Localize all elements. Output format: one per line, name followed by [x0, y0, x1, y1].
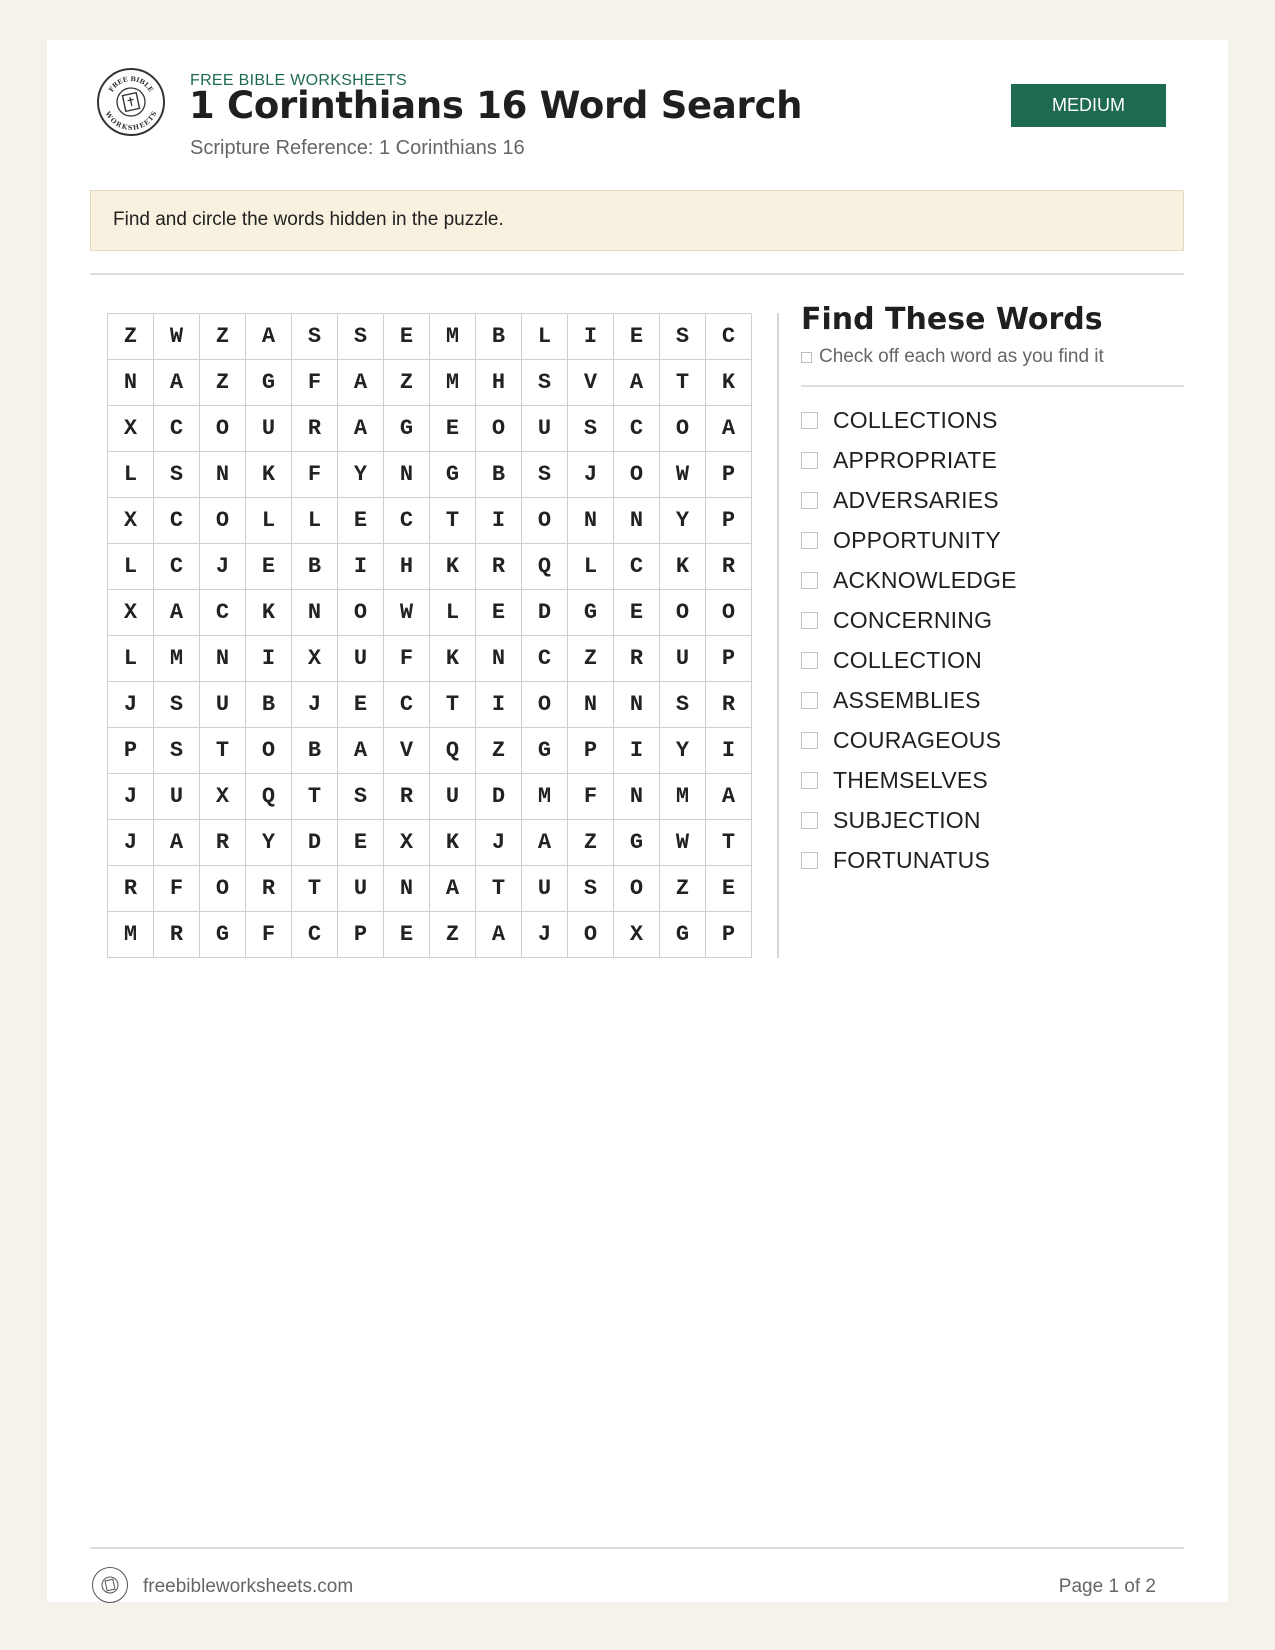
grid-cell[interactable]: F [154, 866, 200, 912]
grid-cell[interactable]: H [476, 360, 522, 406]
grid-row [108, 406, 752, 452]
grid-cell[interactable]: R [292, 406, 338, 452]
grid-cell[interactable]: I [338, 544, 384, 590]
grid-cell[interactable]: U [200, 682, 246, 728]
grid-cell[interactable]: C [154, 498, 200, 544]
grid-cell[interactable]: N [614, 774, 660, 820]
brand-name: FREE BIBLE WORKSHEETS [190, 72, 408, 89]
checkbox-empty-icon[interactable] [801, 572, 818, 589]
grid-cell[interactable]: C [522, 636, 568, 682]
grid-cell[interactable]: C [154, 406, 200, 452]
grid-cell[interactable]: O [476, 406, 522, 452]
grid-cell[interactable]: S [338, 774, 384, 820]
grid-cell[interactable]: R [384, 774, 430, 820]
grid-cell[interactable]: O [614, 866, 660, 912]
grid-cell[interactable]: R [108, 866, 154, 912]
grid-cell[interactable]: P [568, 728, 614, 774]
grid-cell[interactable]: L [292, 498, 338, 544]
word-list-title: Find These Words [801, 302, 1103, 337]
grid-cell[interactable]: E [706, 866, 752, 912]
grid-cell[interactable]: Z [568, 636, 614, 682]
grid-cell[interactable]: B [292, 728, 338, 774]
grid-cell[interactable]: X [384, 820, 430, 866]
grid-cell[interactable]: K [660, 544, 706, 590]
grid-cell[interactable]: C [614, 406, 660, 452]
grid-cell[interactable]: K [430, 544, 476, 590]
grid-cell[interactable]: X [200, 774, 246, 820]
grid-cell[interactable]: P [706, 498, 752, 544]
grid-cell[interactable]: T [430, 498, 476, 544]
grid-cell[interactable]: Z [430, 912, 476, 958]
grid-cell[interactable]: O [660, 406, 706, 452]
grid-cell[interactable]: A [338, 728, 384, 774]
grid-cell[interactable]: Z [384, 360, 430, 406]
grid-cell[interactable]: N [292, 590, 338, 636]
grid-cell[interactable]: N [614, 682, 660, 728]
grid-cell[interactable]: C [292, 912, 338, 958]
word-label: COLLECTIONS [833, 406, 998, 433]
word-label: ADVERSARIES [833, 486, 999, 513]
grid-cell[interactable]: R [154, 912, 200, 958]
grid-cell[interactable]: U [338, 866, 384, 912]
grid-cell[interactable]: N [384, 866, 430, 912]
grid-cell[interactable]: Q [522, 544, 568, 590]
word-list-divider [801, 385, 1184, 387]
grid-cell[interactable]: G [246, 360, 292, 406]
grid-row [108, 590, 752, 636]
grid-cell[interactable]: B [476, 452, 522, 498]
grid-cell[interactable]: L [246, 498, 292, 544]
grid-cell[interactable]: P [706, 452, 752, 498]
grid-cell[interactable]: L [522, 314, 568, 360]
word-label: COLLECTION [833, 646, 982, 673]
word-label: SUBJECTION [833, 806, 981, 833]
grid-cell[interactable]: T [476, 866, 522, 912]
word-list-hint-text: Check off each word as you find it [819, 346, 1104, 367]
grid-cell[interactable]: M [108, 912, 154, 958]
word-label: THEMSELVES [833, 766, 988, 793]
grid-cell[interactable]: O [200, 866, 246, 912]
grid-cell[interactable]: I [246, 636, 292, 682]
grid-cell[interactable]: F [568, 774, 614, 820]
word-list-item [801, 600, 1017, 640]
grid-cell[interactable]: G [384, 406, 430, 452]
grid-cell[interactable]: D [476, 774, 522, 820]
grid-cell[interactable]: C [384, 498, 430, 544]
grid-row [108, 314, 752, 360]
checkbox-empty-icon[interactable] [801, 492, 818, 509]
grid-cell[interactable]: T [200, 728, 246, 774]
grid-cell[interactable]: M [522, 774, 568, 820]
grid-cell[interactable]: J [568, 452, 614, 498]
grid-cell[interactable]: A [476, 912, 522, 958]
grid-cell[interactable]: P [338, 912, 384, 958]
grid-cell[interactable]: N [476, 636, 522, 682]
grid-cell[interactable]: T [706, 820, 752, 866]
grid-cell[interactable]: I [476, 682, 522, 728]
grid-cell[interactable]: W [154, 314, 200, 360]
word-list-item [801, 720, 1017, 760]
grid-cell[interactable]: X [108, 590, 154, 636]
grid-cell[interactable]: S [660, 682, 706, 728]
grid-cell[interactable]: I [476, 498, 522, 544]
grid-cell[interactable]: Q [246, 774, 292, 820]
grid-cell[interactable]: N [200, 636, 246, 682]
checkbox-empty-icon[interactable] [801, 852, 818, 869]
grid-cell[interactable]: E [476, 590, 522, 636]
grid-row [108, 682, 752, 728]
checkbox-empty-icon[interactable] [801, 692, 818, 709]
grid-cell[interactable]: P [706, 636, 752, 682]
word-search-grid [107, 313, 752, 958]
word-label: FORTUNATUS [833, 846, 991, 873]
grid-cell[interactable]: Q [430, 728, 476, 774]
grid-cell[interactable]: R [706, 544, 752, 590]
word-label: APPROPRIATE [833, 446, 998, 473]
grid-cell[interactable]: S [338, 314, 384, 360]
grid-cell[interactable]: P [108, 728, 154, 774]
grid-cell[interactable]: G [660, 912, 706, 958]
grid-cell[interactable]: J [200, 544, 246, 590]
grid-row [108, 360, 752, 406]
grid-cell[interactable]: J [476, 820, 522, 866]
grid-cell[interactable]: X [292, 636, 338, 682]
word-list-hint [801, 346, 1104, 368]
grid-cell[interactable]: S [568, 866, 614, 912]
checkbox-empty-icon[interactable] [801, 732, 818, 749]
grid-cell[interactable]: S [522, 360, 568, 406]
word-label: COURAGEOUS [833, 726, 1002, 753]
grid-cell[interactable]: E [614, 590, 660, 636]
grid-cell[interactable]: G [614, 820, 660, 866]
checkbox-empty-icon[interactable] [801, 772, 818, 789]
grid-cell[interactable]: O [200, 406, 246, 452]
grid-cell[interactable]: N [568, 682, 614, 728]
grid-cell[interactable]: A [614, 360, 660, 406]
grid-cell[interactable]: C [154, 544, 200, 590]
checkbox-empty-icon[interactable] [801, 532, 818, 549]
worksheet-page [47, 40, 1228, 1602]
grid-cell[interactable]: V [384, 728, 430, 774]
grid-cell[interactable]: P [706, 912, 752, 958]
checkbox-empty-icon[interactable] [801, 812, 818, 829]
grid-cell[interactable]: S [154, 452, 200, 498]
grid-row [108, 544, 752, 590]
page-title: 1 Corinthians 16 Word Search [189, 84, 803, 127]
grid-cell[interactable]: J [108, 774, 154, 820]
grid-cell[interactable]: A [154, 590, 200, 636]
word-label: ACKNOWLEDGE [833, 566, 1017, 593]
grid-cell[interactable]: B [476, 314, 522, 360]
word-list [801, 400, 1017, 880]
checkbox-empty-icon[interactable] [801, 612, 818, 629]
svg-text:FREE BIBLE [107, 75, 155, 94]
grid-cell[interactable]: E [338, 820, 384, 866]
grid-row [108, 452, 752, 498]
grid-cell[interactable]: D [522, 590, 568, 636]
word-label: CONCERNING [833, 606, 993, 633]
checkbox-empty-icon[interactable] [801, 652, 818, 669]
grid-cell[interactable]: C [706, 314, 752, 360]
grid-cell[interactable]: F [292, 452, 338, 498]
grid-cell[interactable]: E [338, 682, 384, 728]
grid-cell[interactable]: S [568, 406, 614, 452]
grid-cell[interactable]: R [476, 544, 522, 590]
grid-row [108, 636, 752, 682]
logo-text-top: FREE BIBLE [107, 74, 155, 94]
logo-text-bottom: WORKSHEETS [103, 110, 159, 132]
grid-cell[interactable]: U [522, 406, 568, 452]
grid-cell[interactable]: T [430, 682, 476, 728]
grid-cell[interactable]: A [706, 406, 752, 452]
grid-cell[interactable]: N [384, 452, 430, 498]
grid-cell[interactable]: R [706, 682, 752, 728]
grid-cell[interactable]: M [660, 774, 706, 820]
grid-cell[interactable]: U [154, 774, 200, 820]
grid-cell[interactable]: Z [660, 866, 706, 912]
grid-cell[interactable]: W [384, 590, 430, 636]
footer-logo-icon [92, 1567, 128, 1603]
grid-cell[interactable]: A [338, 406, 384, 452]
checkbox-hint-icon [801, 352, 812, 363]
footer-divider [90, 1547, 1184, 1549]
grid-cell[interactable]: G [568, 590, 614, 636]
word-label: ASSEMBLIES [833, 686, 981, 713]
grid-cell[interactable]: U [430, 774, 476, 820]
grid-cell[interactable]: A [430, 866, 476, 912]
grid-cell[interactable]: N [200, 452, 246, 498]
grid-cell[interactable]: M [430, 314, 476, 360]
grid-cell[interactable]: U [660, 636, 706, 682]
grid-cell[interactable]: E [614, 314, 660, 360]
grid-cell[interactable]: I [568, 314, 614, 360]
difficulty-badge: MEDIUM [1011, 84, 1166, 127]
instructions-text: Find and circle the words hidden in the puzzle. [113, 209, 504, 230]
grid-cell[interactable]: K [706, 360, 752, 406]
grid-cell[interactable]: D [292, 820, 338, 866]
grid-row [108, 498, 752, 544]
grid-row [108, 866, 752, 912]
grid-cell[interactable]: K [246, 452, 292, 498]
grid-cell[interactable]: A [154, 820, 200, 866]
grid-row [108, 820, 752, 866]
grid-cell[interactable]: N [108, 360, 154, 406]
grid-cell[interactable]: O [568, 912, 614, 958]
header-divider [90, 273, 1184, 275]
grid-cell[interactable]: I [614, 728, 660, 774]
grid-cell[interactable]: S [154, 728, 200, 774]
grid-cell[interactable]: S [660, 314, 706, 360]
grid-cell[interactable]: U [246, 406, 292, 452]
grid-cell[interactable]: C [384, 682, 430, 728]
grid-cell[interactable]: Z [476, 728, 522, 774]
grid-cell[interactable]: L [430, 590, 476, 636]
grid-cell[interactable]: A [522, 820, 568, 866]
grid-cell[interactable]: L [108, 452, 154, 498]
word-list-item [801, 760, 1017, 800]
grid-cell[interactable]: I [706, 728, 752, 774]
grid-cell[interactable]: U [522, 866, 568, 912]
grid-cell[interactable]: E [246, 544, 292, 590]
grid-cell[interactable]: O [246, 728, 292, 774]
grid-cell[interactable]: J [108, 820, 154, 866]
grid-cell[interactable]: E [338, 498, 384, 544]
svg-text:WORKSHEETS [103, 109, 159, 132]
grid-cell[interactable]: T [292, 774, 338, 820]
grid-cell[interactable]: R [200, 820, 246, 866]
grid-cell[interactable]: E [384, 314, 430, 360]
word-list-item [801, 560, 1017, 600]
footer-website: freebibleworksheets.com [143, 1576, 354, 1597]
grid-cell[interactable]: O [522, 682, 568, 728]
grid-cell[interactable]: F [246, 912, 292, 958]
grid-cell[interactable]: X [108, 498, 154, 544]
brand-logo-icon [97, 68, 165, 136]
grid-cell[interactable]: J [292, 682, 338, 728]
grid-cell[interactable]: F [292, 360, 338, 406]
grid-cell[interactable]: M [430, 360, 476, 406]
grid-cell[interactable]: C [200, 590, 246, 636]
grid-cell[interactable]: Y [338, 452, 384, 498]
checkbox-empty-icon[interactable] [801, 452, 818, 469]
page-number: Page 1 of 2 [1058, 1576, 1156, 1597]
grid-cell[interactable]: W [660, 820, 706, 866]
word-list-item [801, 480, 1017, 520]
grid-row [108, 912, 752, 958]
grid-cell[interactable]: Z [200, 360, 246, 406]
grid-cell[interactable]: A [246, 314, 292, 360]
grid-cell[interactable]: K [430, 636, 476, 682]
word-list-item [801, 800, 1017, 840]
grid-cell[interactable]: J [108, 682, 154, 728]
grid-cell[interactable]: O [338, 590, 384, 636]
grid-cell[interactable]: L [568, 544, 614, 590]
word-list-item [801, 440, 1017, 480]
grid-cell[interactable]: O [706, 590, 752, 636]
grid-cell[interactable]: X [108, 406, 154, 452]
grid-cell[interactable]: Y [246, 820, 292, 866]
grid-cell[interactable]: K [246, 590, 292, 636]
grid-cell[interactable]: T [660, 360, 706, 406]
grid-cell[interactable]: A [338, 360, 384, 406]
grid-cell[interactable]: U [338, 636, 384, 682]
grid-cell[interactable]: N [614, 498, 660, 544]
grid-row [108, 728, 752, 774]
grid-cell[interactable]: L [108, 636, 154, 682]
grid-cell[interactable]: Y [660, 728, 706, 774]
grid-row [108, 774, 752, 820]
grid-cell[interactable]: N [568, 498, 614, 544]
grid-cell[interactable]: B [292, 544, 338, 590]
grid-cell[interactable]: E [384, 912, 430, 958]
word-list-item [801, 680, 1017, 720]
grid-cell[interactable]: S [522, 452, 568, 498]
grid-cell[interactable]: S [154, 682, 200, 728]
grid-cell[interactable]: F [384, 636, 430, 682]
grid-cell[interactable]: R [614, 636, 660, 682]
grid-cell[interactable]: K [430, 820, 476, 866]
grid-cell[interactable]: E [430, 406, 476, 452]
word-list-item [801, 400, 1017, 440]
grid-cell[interactable]: R [246, 866, 292, 912]
column-divider [777, 313, 779, 958]
grid-cell[interactable]: H [384, 544, 430, 590]
grid-cell[interactable]: V [568, 360, 614, 406]
word-list-item [801, 840, 1017, 880]
grid-cell[interactable]: Z [108, 314, 154, 360]
grid-cell[interactable]: S [292, 314, 338, 360]
grid-cell[interactable]: A [706, 774, 752, 820]
grid-cell[interactable]: G [430, 452, 476, 498]
scripture-reference: Scripture Reference: 1 Corinthians 16 [190, 137, 525, 159]
grid-cell[interactable]: O [614, 452, 660, 498]
grid-cell[interactable]: O [522, 498, 568, 544]
grid-cell[interactable]: G [200, 912, 246, 958]
word-list-item [801, 520, 1017, 560]
grid-cell[interactable]: W [660, 452, 706, 498]
grid-cell[interactable]: Z [568, 820, 614, 866]
grid-cell[interactable]: Z [200, 314, 246, 360]
word-label: OPPORTUNITY [833, 526, 1001, 553]
grid-cell[interactable]: O [660, 590, 706, 636]
grid-cell[interactable]: J [522, 912, 568, 958]
grid-cell[interactable]: B [246, 682, 292, 728]
grid-cell[interactable]: X [614, 912, 660, 958]
grid-cell[interactable]: C [614, 544, 660, 590]
grid-cell[interactable]: A [154, 360, 200, 406]
grid-cell[interactable]: G [522, 728, 568, 774]
grid-cell[interactable]: T [292, 866, 338, 912]
grid-cell[interactable]: Y [660, 498, 706, 544]
word-list-item [801, 640, 1017, 680]
instructions-box [90, 190, 1184, 251]
grid-cell[interactable]: L [108, 544, 154, 590]
grid-cell[interactable]: M [154, 636, 200, 682]
checkbox-empty-icon[interactable] [801, 412, 818, 429]
grid-cell[interactable]: O [200, 498, 246, 544]
